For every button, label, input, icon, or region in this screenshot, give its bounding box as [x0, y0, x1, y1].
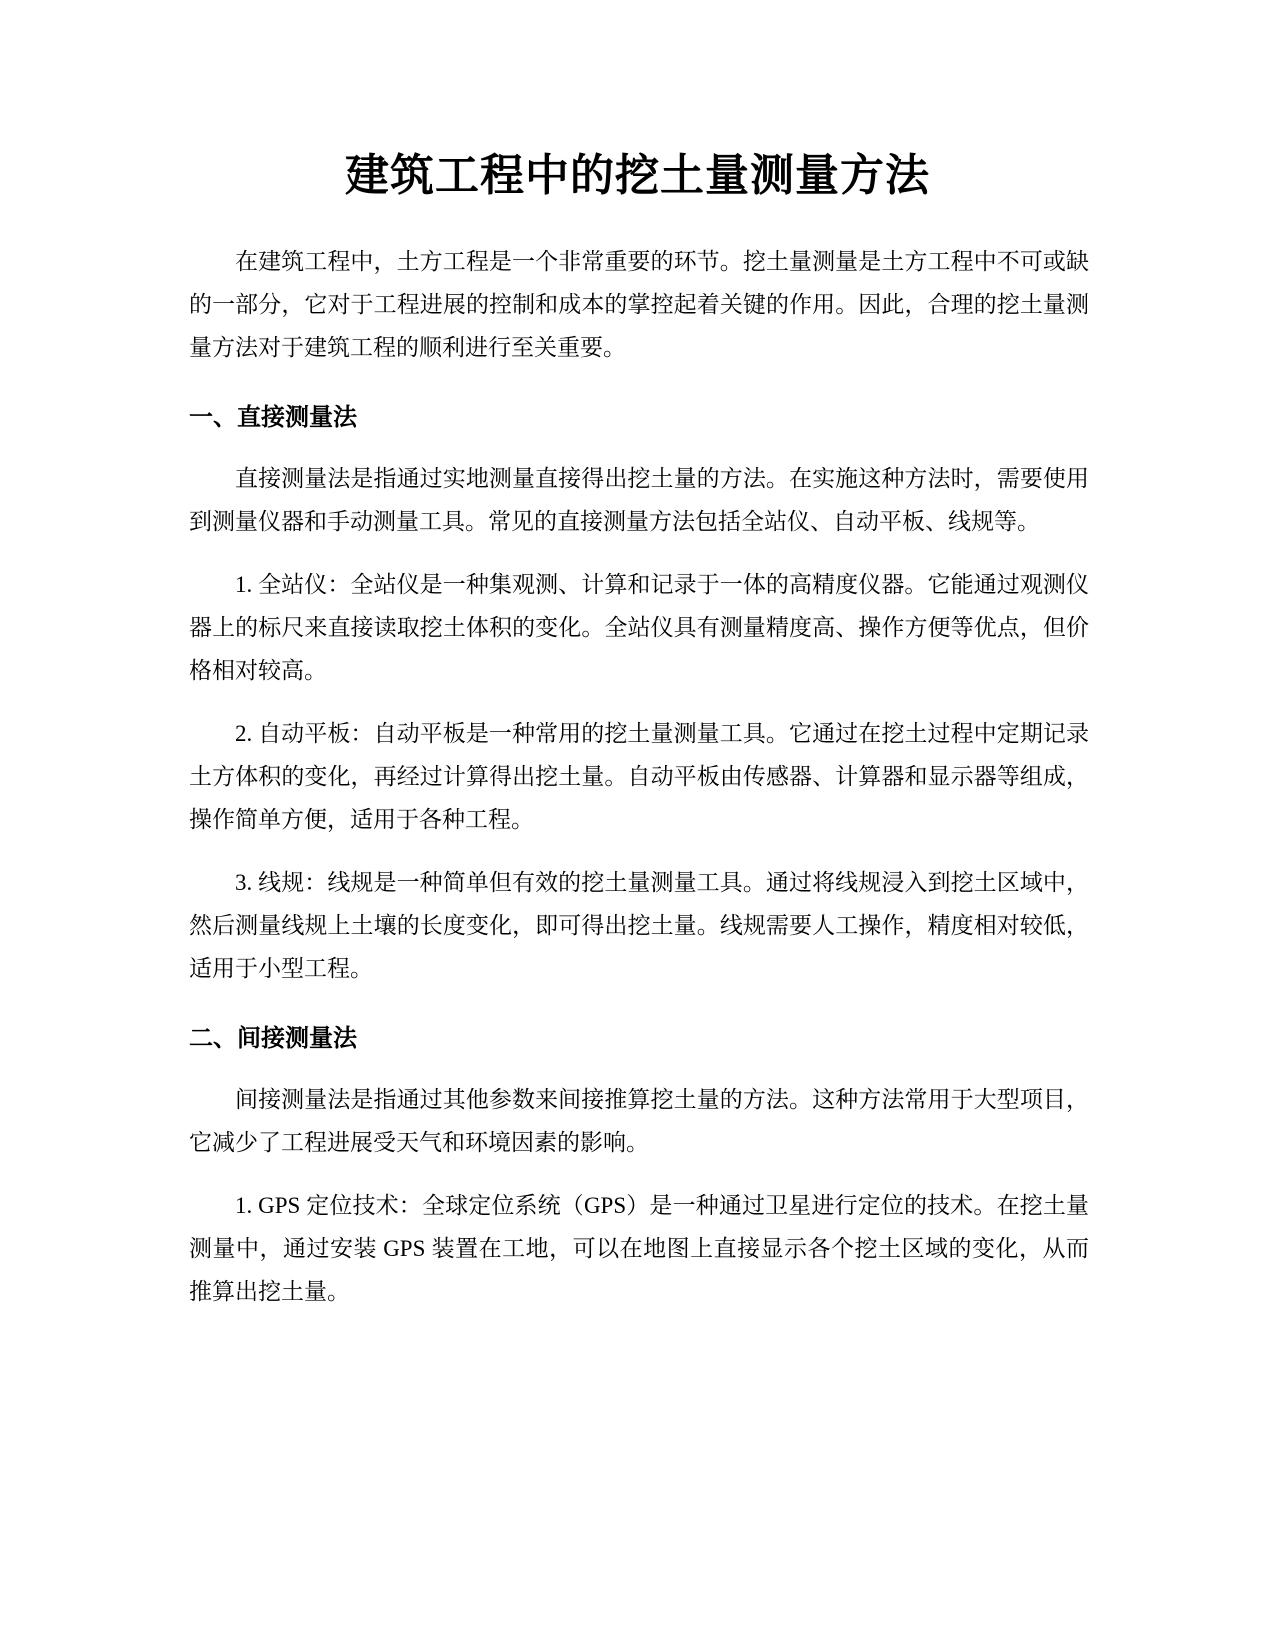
- document-body: [189, 240, 1089, 1333]
- paragraph-auto-plate: 2. 自动平板：自动平板是一种常用的挖土量测量工具。它通过在挖土过程中定期记录土方体积的变化，再经过计算得出挖土量。自动平板由传感器、计算器和显示器等组成，操作简单方便，适用于各种工程。: [189, 721, 1089, 832]
- paragraph-total-station: 1. 全站仪：全站仪是一种集观测、计算和记录于一体的高精度仪器。它能通过观测仪器上的标尺来直接读取挖土体积的变化。全站仪具有测量精度高、操作方便等优点，但价格相对较高。: [189, 572, 1089, 683]
- paragraph-line-gauge: 3. 线规：线规是一种简单但有效的挖土量测量工具。通过将线规浸入到挖土区域中，然后测量线规上土壤的长度变化，即可得出挖土量。线规需要人工操作，精度相对较低，适用于小型工程。: [189, 870, 1089, 981]
- section-heading-indirect: 二、间接测量法: [189, 1024, 357, 1052]
- intro-paragraph: 在建筑工程中，土方工程是一个非常重要的环节。挖土量测量是土方工程中不可或缺的一部分，它对于工程进展的控制和成本的掌控起着关键的作用。因此，合理的挖土量测量方法对于建筑工程的顺利进行至关重要。: [189, 249, 1089, 360]
- paragraph-gps: 1. GPS 定位技术：全球定位系统（GPS）是一种通过卫星进行定位的技术。在挖土量测量中，通过安装 GPS 装置在工地，可以在地图上直接显示各个挖土区域的变化，从而推算出挖土量。: [189, 1193, 1089, 1304]
- section-heading-direct: 一、直接测量法: [189, 403, 357, 431]
- paragraph-direct-overview: 直接测量法是指通过实地测量直接得出挖土量的方法。在实施这种方法时，需要使用到测量仪器和手动测量工具。常见的直接测量方法包括全站仪、自动平板、线规等。: [189, 466, 1089, 534]
- page-title: 建筑工程中的挖土量测量方法: [345, 150, 930, 201]
- paragraph-indirect-overview: 间接测量法是指通过其他参数来间接推算挖土量的方法。这种方法常用于大型项目，它减少了工程进展受天气和环境因素的影响。: [189, 1087, 1089, 1155]
